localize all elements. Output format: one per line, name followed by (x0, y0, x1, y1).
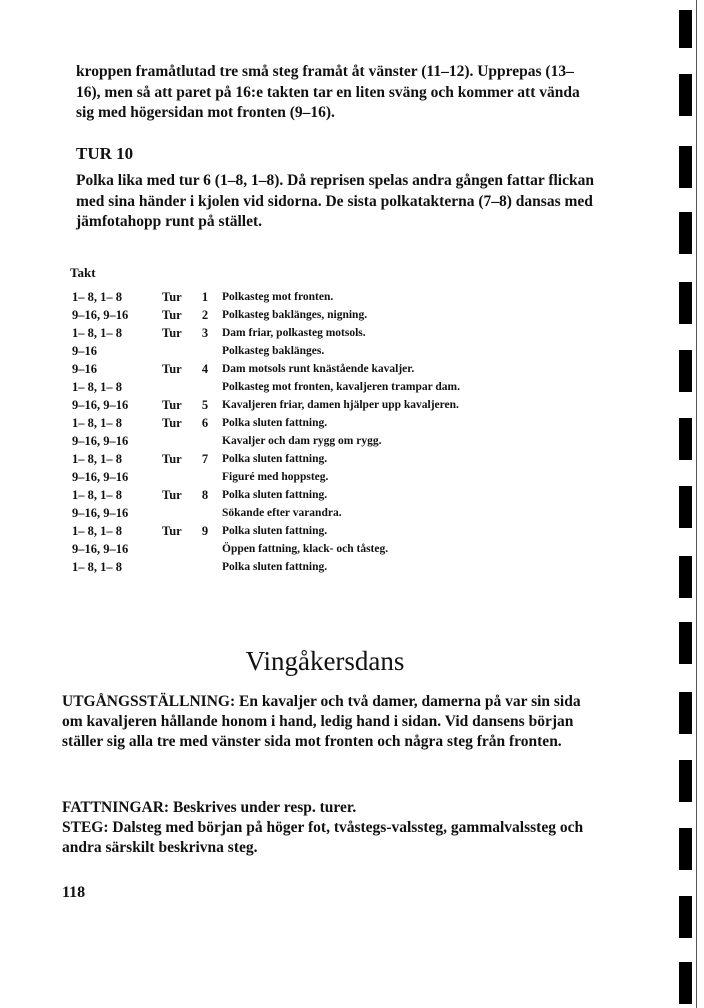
takt-cell: 1– 8, 1– 8 (72, 326, 122, 340)
tur-cell: Tur (162, 488, 182, 502)
tur-cell: Tur (162, 398, 182, 412)
table-row (72, 306, 460, 324)
tur-cell (162, 504, 192, 522)
takt-cell: 1– 8, 1– 8 (72, 452, 122, 466)
takt-cell: 1– 8, 1– 8 (72, 560, 122, 574)
table-row (72, 378, 460, 396)
description-cell: Dam motsols runt knästående kavaljer. (222, 363, 415, 375)
tur-cell: Tur (162, 452, 182, 466)
tur-cell (162, 378, 192, 396)
intro-paragraph: kroppen framåtlutad tre små steg framåt åt vänster (11–12). Upprepas (13–16), men så att paret på 16:e takten tar en liten sväng och kommer att vända sig med högersidan mot fronten (9–16). (76, 63, 580, 121)
table-row (72, 396, 460, 414)
description-cell: Polkasteg mot fronten, kavaljeren trampar dam. (222, 381, 460, 393)
margin-mark (679, 556, 692, 598)
utgangsstallning-label: UTGÅNGSSTÄLLNING: (62, 693, 236, 710)
table-row (72, 522, 460, 540)
takt-cell: 9–16, 9–16 (72, 542, 129, 556)
tur10-heading: TUR 10 (76, 144, 134, 163)
table-row (72, 324, 460, 342)
description-cell: Polkasteg baklänges, nigning. (222, 309, 368, 321)
margin-mark (679, 146, 692, 188)
tur-cell (162, 342, 192, 360)
description-cell: Polka sluten fattning. (222, 561, 328, 573)
description-cell: Polka sluten fattning. (222, 453, 328, 465)
tur-cell (162, 468, 192, 486)
tur-number-cell: 4 (201, 362, 209, 376)
description-cell: Sökande efter varandra. (222, 507, 342, 519)
takt-cell: 9–16 (72, 362, 97, 376)
takt-cell: 1– 8, 1– 8 (72, 290, 122, 304)
margin-mark (679, 212, 692, 254)
tur-number-cell (192, 558, 218, 576)
margin-mark (679, 962, 692, 1004)
tur-cell: Tur (162, 362, 182, 376)
takt-cell: 9–16, 9–16 (72, 398, 129, 412)
steg-label: STEG: (62, 819, 109, 836)
tur-number-cell: 1 (201, 290, 209, 304)
description-cell: Polkasteg mot fronten. (222, 291, 334, 303)
takt-cell: 1– 8, 1– 8 (72, 488, 122, 502)
description-cell: Dam friar, polkasteg motsols. (222, 327, 366, 339)
table-row (72, 342, 460, 360)
utgangsstallning-paragraph (62, 692, 588, 752)
tur-cell (162, 540, 192, 558)
description-cell: Figuré med hoppsteg. (222, 471, 329, 483)
takt-cell: 1– 8, 1– 8 (72, 380, 122, 394)
tur-number-cell: 7 (201, 452, 209, 466)
tur-number-cell: 9 (201, 524, 209, 538)
schedule-body (72, 288, 460, 576)
tur-cell (162, 558, 192, 576)
margin-mark (679, 828, 692, 870)
tur-cell: Tur (162, 326, 182, 340)
fattningar-text: Beskrives under resp. turer. (169, 799, 357, 816)
table-row (72, 288, 460, 306)
table-row (72, 468, 460, 486)
section-title: Vingåkersdans (245, 646, 405, 676)
steg-text: Dalsteg med början på höger fot, tvåstegs-valssteg, gammalvalssteg och andra särskilt beskrivna steg. (62, 819, 584, 856)
fattningar-steg-block (62, 798, 588, 858)
description-cell: Polka sluten fattning. (222, 417, 328, 429)
tur-cell: Tur (162, 416, 182, 430)
tur-number-cell: 5 (201, 398, 209, 412)
description-cell: Kavaljeren friar, damen hjälper upp kavaljeren. (222, 399, 459, 411)
margin-mark (679, 896, 692, 938)
description-cell: Öppen fattning, klack- och tåsteg. (222, 543, 389, 555)
tur-number-cell: 2 (201, 308, 209, 322)
tur-number-cell (192, 504, 218, 522)
margin-mark (679, 10, 692, 48)
table-row (72, 540, 460, 558)
margin-mark (679, 74, 692, 116)
tur-cell: Tur (162, 308, 182, 322)
fattningar-label: FATTNINGAR: (62, 799, 170, 816)
tur-number-cell (192, 540, 218, 558)
tur-number-cell (192, 432, 218, 450)
margin-mark (679, 486, 692, 528)
margin-mark (679, 350, 692, 392)
margin-mark (679, 622, 692, 664)
tur-cell: Tur (162, 290, 182, 304)
takt-cell: 9–16, 9–16 (72, 308, 129, 322)
margin-mark (679, 692, 692, 734)
table-row (72, 360, 460, 378)
margin-mark (679, 418, 692, 460)
takt-header: Takt (70, 265, 96, 280)
description-cell: Kavaljer och dam rygg om rygg. (222, 435, 382, 447)
margin-mark (679, 282, 692, 324)
takt-cell: 1– 8, 1– 8 (72, 416, 122, 430)
takt-cell: 9–16, 9–16 (72, 506, 129, 520)
page-edge-line (696, 0, 697, 1008)
takt-cell: 9–16, 9–16 (72, 470, 129, 484)
tur-cell (162, 432, 192, 450)
tur-number-cell (192, 468, 218, 486)
description-cell: Polka sluten fattning. (222, 525, 328, 537)
takt-cell: 9–16 (72, 344, 97, 358)
table-row (72, 414, 460, 432)
table-row (72, 486, 460, 504)
tur10-paragraph: Polka lika med tur 6 (1–8, 1–8). Då reprisen spelas andra gången fattar flickan med sina händer i kjolen vid sidorna. De sista polkatakterna (7–8) dansas med jämfotahopp runt på stället. (76, 172, 594, 230)
description-cell: Polka sluten fattning. (222, 489, 328, 501)
table-row (72, 504, 460, 522)
margin-mark (679, 760, 692, 802)
tur-number-cell: 8 (201, 488, 209, 502)
tur-number-cell (192, 378, 218, 396)
tur-number-cell (192, 342, 218, 360)
takt-cell: 1– 8, 1– 8 (72, 524, 122, 538)
table-row (72, 432, 460, 450)
description-cell: Polkasteg baklänges. (222, 345, 325, 357)
tur-number-cell: 6 (201, 416, 209, 430)
table-row (72, 450, 460, 468)
table-row (72, 558, 460, 576)
tur-number-cell: 3 (201, 326, 209, 340)
page-number: 118 (62, 884, 86, 901)
schedule-table (72, 288, 460, 576)
utgangsstallning-text: En kavaljer och två damer, damerna på var sin sida om kavaljeren hållande honom i hand, ledig hand i sidan. Vid dansens början ställer sig alla tre med vänster sida mot fronten och några steg från fronten. (62, 693, 581, 750)
takt-cell: 9–16, 9–16 (72, 434, 129, 448)
tur-cell: Tur (162, 524, 182, 538)
